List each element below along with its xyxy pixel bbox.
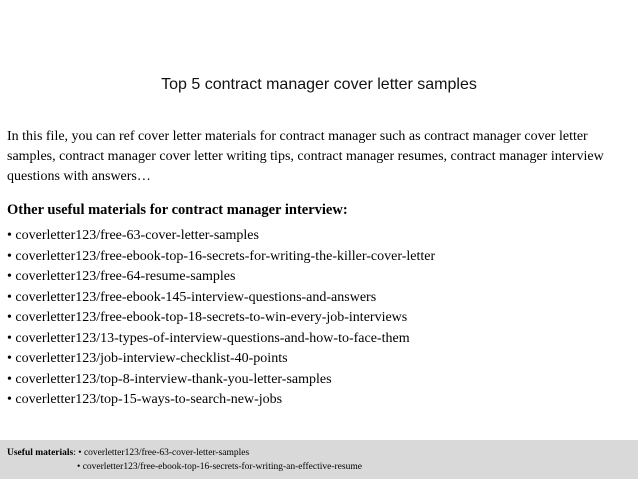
intro-paragraph: In this file, you can ref cover letter materials for contract manager such as contract manager cover letter samples, contract manager cover letter writing tips, contract manager resumes, contract manager interview questions with answers… (7, 129, 604, 184)
bullet: • (7, 228, 12, 243)
bullet: • (7, 269, 12, 284)
link-text[interactable]: coverletter123/13-types-of-interview-questions-and-how-to-face-them (15, 330, 410, 346)
footer-link[interactable]: coverletter123/free-63-cover-letter-samples (83, 448, 250, 458)
list-item[interactable] (7, 329, 435, 350)
link-text[interactable]: coverletter123/top-15-ways-to-search-new-jobs (15, 392, 283, 407)
bullet: • (7, 310, 12, 325)
link-text[interactable]: coverletter123/free-ebook-top-18-secrets-to-win-every-job-interviews (15, 310, 408, 325)
list-item[interactable] (7, 226, 435, 247)
footer-separator: : (73, 448, 79, 458)
bullet: • (7, 351, 12, 366)
bullet: • (77, 462, 81, 472)
materials-heading: Other useful materials for contract manager interview: (7, 202, 348, 218)
page-title: Top 5 contract manager cover letter samples (161, 76, 477, 93)
footer-link[interactable]: coverletter123/free-ebook-top-16-secrets-for-writing-an-effective-resume (82, 462, 362, 472)
footer-row-1 (7, 448, 249, 458)
list-item[interactable] (7, 349, 435, 370)
bullet: • (78, 448, 82, 458)
footer-bar (0, 440, 638, 479)
list-item[interactable] (7, 370, 435, 391)
bullet: • (7, 371, 12, 387)
list-item[interactable] (7, 267, 435, 288)
materials-list (7, 226, 435, 411)
list-item[interactable] (7, 308, 435, 329)
bullet: • (7, 392, 12, 407)
bullet: • (7, 330, 12, 346)
link-text[interactable]: coverletter123/free-64-resume-samples (15, 269, 236, 284)
link-text[interactable]: coverletter123/job-interview-checklist-40-points (15, 351, 288, 366)
link-text[interactable]: coverletter123/free-ebook-145-interview-questions-and-answers (15, 289, 377, 305)
footer-label: Useful materials (7, 448, 74, 458)
list-item[interactable] (7, 390, 435, 411)
link-text[interactable]: coverletter123/free-63-cover-letter-samples (15, 228, 259, 243)
bullet: • (7, 248, 12, 264)
list-item[interactable] (7, 247, 435, 268)
footer-row-2 (77, 462, 362, 472)
link-text[interactable]: coverletter123/top-8-interview-thank-you-letter-samples (15, 371, 332, 387)
list-item[interactable] (7, 288, 435, 309)
link-text[interactable]: coverletter123/free-ebook-top-16-secrets-for-writing-the-killer-cover-letter (15, 248, 436, 264)
bullet: • (7, 289, 12, 305)
